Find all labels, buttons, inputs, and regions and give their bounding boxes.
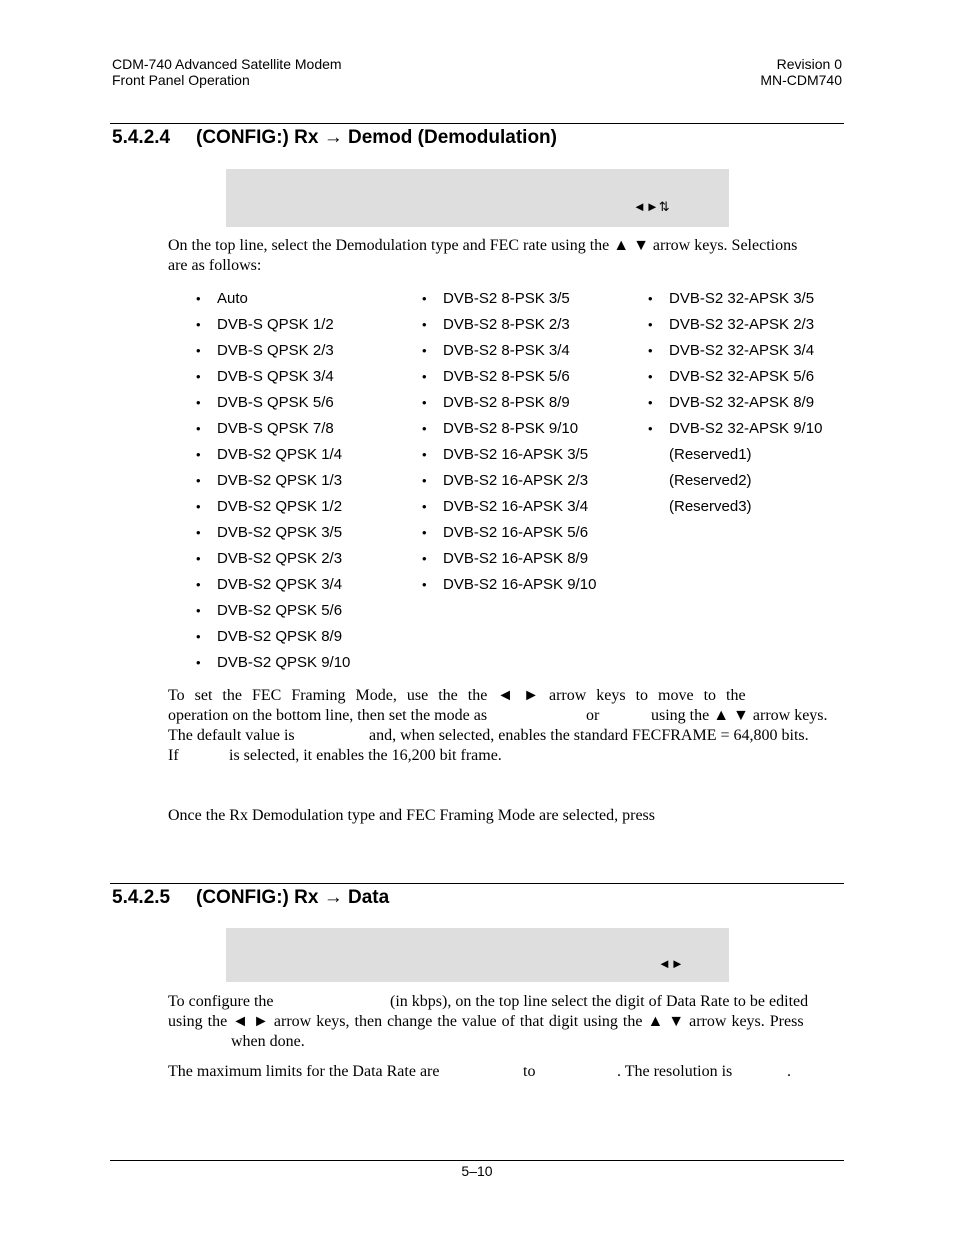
section-heading-demod: [112, 127, 557, 149]
fec-text: The default value is: [168, 727, 295, 744]
section-heading-data: [112, 887, 389, 909]
demod-option: DVB-S2 32-APSK 2/3: [669, 316, 815, 333]
fec-line-2: [168, 706, 842, 726]
bullet-icon: •: [648, 395, 653, 410]
bullet-icon: •: [196, 291, 201, 306]
demod-option: DVB-S QPSK 3/4: [217, 368, 334, 385]
demod-option: DVB-S2 QPSK 1/3: [217, 472, 343, 489]
demod-option: DVB-S2 QPSK 8/9: [217, 628, 343, 645]
demod-option: DVB-S2 QPSK 3/4: [217, 576, 343, 593]
limits-text: . The resolution is: [617, 1063, 733, 1080]
demod-option: DVB-S2 16-APSK 3/4: [443, 498, 589, 515]
bullet-icon: •: [196, 655, 201, 670]
demod-option: DVB-S2 16-APSK 5/6: [443, 524, 589, 541]
bullet-icon: •: [422, 447, 427, 462]
intro-line: On the top line, select the Demodulation type and FEC rate using the ▲ ▼ arrow keys. Selections: [168, 237, 798, 254]
demod-option: DVB-S2 8-PSK 3/4: [443, 342, 570, 359]
demod-option: DVB-S2 32-APSK 3/4: [669, 342, 815, 359]
bullet-icon: •: [196, 447, 201, 462]
limits-text: .: [787, 1063, 791, 1080]
bullet-icon: •: [648, 369, 653, 384]
section-title: (CONFIG:) Rx → Demod (Demodulation): [196, 127, 557, 148]
cfg-line-2: using the ◄ ► arrow keys, then change the value of that digit using the ▲ ▼ arrow keys. Press: [168, 1013, 804, 1030]
bullet-icon: •: [422, 421, 427, 436]
fec-text: and, when selected, enables the standard FECFRAME = 64,800 bits.: [369, 727, 809, 744]
section-number: 5.4.2.4: [112, 127, 171, 148]
lcd-display-demod: [226, 169, 729, 227]
fec-text: If: [168, 747, 179, 764]
demod-option: DVB-S2 QPSK 1/2: [217, 498, 343, 515]
demod-option: DVB-S2 8-PSK 5/6: [443, 368, 570, 385]
bullet-icon: •: [196, 343, 201, 358]
bullet-icon: •: [196, 499, 201, 514]
data-rate-limits: [168, 1062, 842, 1082]
manual-number: MN-CDM740: [760, 72, 842, 88]
demod-option: DVB-S2 32-APSK 8/9: [669, 394, 815, 411]
reserved-option: (Reserved1): [669, 446, 752, 463]
demod-option: DVB-S2 32-APSK 3/5: [669, 290, 815, 307]
cfg-text: (in kbps), on the top line select the digit of Data Rate to be edited: [390, 993, 809, 1010]
demod-option: DVB-S QPSK 1/2: [217, 316, 334, 333]
cfg-line-3: when done.: [231, 1033, 305, 1050]
limits-text: The maximum limits for the Data Rate are: [168, 1063, 440, 1080]
navigation-arrows-icon: ◄►⇅: [633, 199, 670, 214]
cfg-text: To configure the: [168, 993, 274, 1010]
fec-line: To set the FEC Framing Mode, use the the ◄ ► arrow keys to move to the: [168, 687, 746, 704]
bullet-icon: •: [648, 343, 653, 358]
demod-option: DVB-S QPSK 2/3: [217, 342, 334, 359]
bullet-icon: •: [196, 421, 201, 436]
bullet-icon: •: [196, 551, 201, 566]
demod-option: DVB-S2 8-PSK 2/3: [443, 316, 570, 333]
bullet-icon: •: [422, 343, 427, 358]
demod-option: DVB-S2 8-PSK 3/5: [443, 290, 570, 307]
left-right-arrows-icon: ◄►: [658, 956, 684, 971]
demod-option: DVB-S2 32-APSK 5/6: [669, 368, 815, 385]
header-right: [760, 56, 842, 88]
header-left: [112, 56, 342, 88]
page-number: 5–10: [461, 1163, 493, 1179]
bullet-icon: •: [422, 499, 427, 514]
bullet-icon: •: [648, 291, 653, 306]
demod-option: Auto: [217, 290, 248, 307]
section-title: (CONFIG:) Rx → Data: [196, 887, 390, 908]
footer-rule: [110, 1160, 844, 1161]
demod-option: DVB-S2 16-APSK 9/10: [443, 576, 597, 593]
chapter-title: Front Panel Operation: [112, 72, 250, 88]
once-paragraph: Once the Rx Demodulation type and FEC Framing Mode are selected, press: [168, 807, 655, 824]
section-rule: [110, 883, 844, 884]
limits-text: to: [523, 1063, 536, 1080]
document-title: CDM-740 Advanced Satellite Modem: [112, 56, 342, 72]
intro-paragraph: [168, 236, 842, 276]
fec-text: using the ▲ ▼ arrow keys.: [651, 707, 828, 724]
bullet-icon: •: [422, 317, 427, 332]
bullet-icon: •: [422, 395, 427, 410]
bullet-icon: •: [422, 577, 427, 592]
demod-option: DVB-S QPSK 5/6: [217, 394, 334, 411]
demod-option: DVB-S2 16-APSK 2/3: [443, 472, 589, 489]
bullet-icon: •: [648, 421, 653, 436]
bullet-icon: •: [648, 317, 653, 332]
fec-line-4: [168, 746, 842, 766]
lcd-display-data: [226, 928, 729, 982]
bullet-icon: •: [196, 577, 201, 592]
demod-option: DVB-S2 QPSK 5/6: [217, 602, 343, 619]
bullet-icon: •: [196, 317, 201, 332]
intro-line: are as follows:: [168, 257, 262, 274]
bullet-icon: •: [196, 369, 201, 384]
demod-option: DVB-S QPSK 7/8: [217, 420, 334, 437]
demod-option: DVB-S2 QPSK 9/10: [217, 654, 351, 671]
demod-option: DVB-S2 8-PSK 9/10: [443, 420, 579, 437]
bullet-icon: •: [422, 291, 427, 306]
bullet-icon: •: [422, 369, 427, 384]
fec-text: operation on the bottom line, then set the mode as: [168, 707, 488, 724]
bullet-icon: •: [196, 525, 201, 540]
fec-line-3: [168, 726, 842, 746]
bullet-icon: •: [196, 473, 201, 488]
data-rate-paragraph: [168, 992, 842, 1052]
bullet-icon: •: [196, 603, 201, 618]
demod-option: DVB-S2 8-PSK 8/9: [443, 394, 570, 411]
bullet-icon: •: [422, 551, 427, 566]
fec-framing-paragraph: [168, 686, 842, 766]
demod-option: DVB-S2 16-APSK 8/9: [443, 550, 589, 567]
demod-option: DVB-S2 QPSK 1/4: [217, 446, 343, 463]
bullet-icon: •: [422, 525, 427, 540]
demod-option: DVB-S2 QPSK 3/5: [217, 524, 343, 541]
revision-label: Revision 0: [776, 56, 842, 72]
demod-option: DVB-S2 QPSK 2/3: [217, 550, 343, 567]
bullet-icon: •: [196, 629, 201, 644]
demod-option: DVB-S2 16-APSK 3/5: [443, 446, 589, 463]
reserved-option: (Reserved2): [669, 472, 752, 489]
bullet-icon: •: [196, 395, 201, 410]
reserved-option: (Reserved3): [669, 498, 752, 515]
bullet-icon: •: [422, 473, 427, 488]
fec-text: or: [586, 707, 600, 724]
section-number: 5.4.2.5: [112, 887, 171, 908]
cfg-line-1: [168, 992, 842, 1012]
fec-text: is selected, it enables the 16,200 bit frame.: [229, 747, 502, 764]
demod-option: DVB-S2 32-APSK 9/10: [669, 420, 823, 437]
section-rule: [110, 123, 844, 124]
